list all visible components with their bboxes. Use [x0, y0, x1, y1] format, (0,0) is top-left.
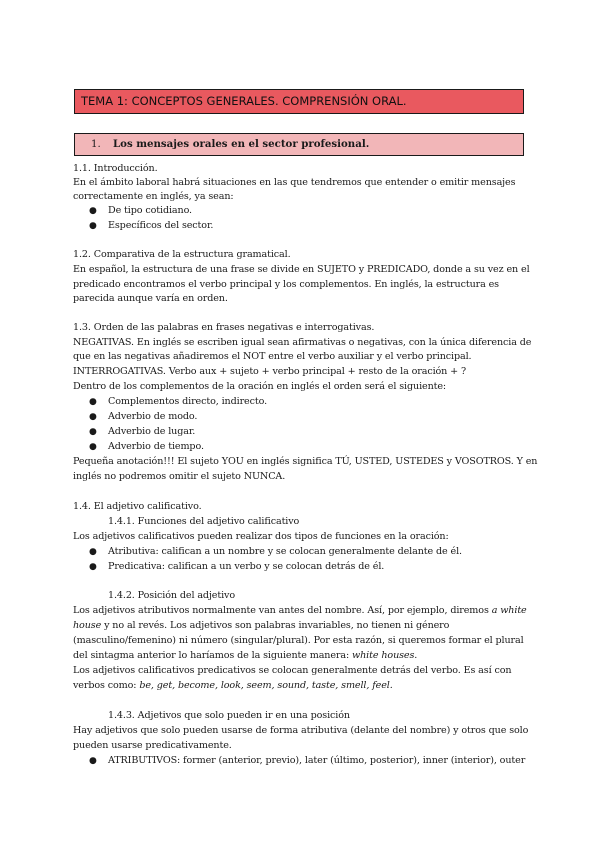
sub-subsection-heading: 1.4.1. Funciones del adjetivo calificativo — [108, 516, 300, 527]
page-title: TEMA 1: CONCEPTOS GENERALES. COMPRENSIÓN ORAL. — [74, 89, 524, 114]
section-label: Los mensajes orales en el sector profesional. — [113, 138, 370, 150]
paragraph-line: Los adjetivos calificativos pueden realizar dos tipos de funciones en la oración: — [73, 531, 449, 542]
list-item: Predicativa: califican a un verbo y se colocan detrás de él. — [108, 561, 385, 572]
paragraph-line: Pequeña anotación!!! El sujeto YOU en inglés significa TÚ, USTED, USTEDES y VOSOTROS. Y en — [73, 456, 538, 467]
bullet-icon: ● — [89, 412, 97, 422]
section-heading — [74, 133, 524, 156]
subsection-heading: 1.3. Orden de las palabras en frases negativas e interrogativas. — [73, 322, 375, 333]
list-item: Adverbio de lugar. — [108, 426, 196, 437]
list-item: De tipo cotidiano. — [108, 205, 192, 216]
paragraph-line: correctamente en inglés, ya sean: — [73, 191, 234, 202]
list-item: Complementos directo, indirecto. — [108, 396, 268, 407]
paragraph-line: inglés no podremos omitir el sujeto NUNCA. — [73, 471, 286, 482]
bullet-icon: ● — [89, 206, 97, 216]
subsection-heading: 1.1. Introducción. — [73, 163, 158, 174]
sub-subsection-heading: 1.4.3. Adjetivos que solo pueden ir en una posición — [108, 710, 350, 721]
paragraph-line: Los adjetivos atributivos normalmente van antes del nombre. Así, por ejemplo, diremos a white — [73, 605, 527, 616]
paragraph-line: (masculino/femenino) ni número (singular/plural). Por esta razón, si queremos formar el plural — [73, 635, 524, 646]
subsection-heading: 1.4. El adjetivo calificativo. — [73, 501, 202, 512]
bullet-icon: ● — [89, 756, 97, 766]
paragraph-line: del sintagma anterior lo haríamos de la siguiente manera: white houses. — [73, 650, 418, 661]
bullet-icon: ● — [89, 562, 97, 572]
list-item: Específicos del sector. — [108, 220, 214, 231]
bullet-icon: ● — [89, 221, 97, 231]
list-item: Atributiva: califican a un nombre y se colocan generalmente delante de él. — [108, 546, 462, 557]
paragraph-line: Dentro de los complementos de la oración en inglés el orden será el siguiente: — [73, 381, 447, 392]
paragraph-line: INTERROGATIVAS. Verbo aux + sujeto + verbo principal + resto de la oración + ? — [73, 366, 467, 377]
paragraph-line: house y no al revés. Los adjetivos son palabras invariables, no tienen ni género — [73, 620, 450, 631]
bullet-icon: ● — [89, 427, 97, 437]
paragraph-line: En español, la estructura de una frase se divide en SUJETO y PREDICADO, donde a su vez en el — [73, 264, 530, 275]
bullet-icon: ● — [89, 442, 97, 452]
paragraph-line: NEGATIVAS. En inglés se escriben igual sean afirmativas o negativas, con la única diferencia de — [73, 337, 532, 348]
sub-subsection-heading: 1.4.2. Posición del adjetivo — [108, 590, 235, 601]
paragraph-line: verbos como: be, get, become, look, seem, sound, taste, smell, feel. — [73, 680, 393, 691]
list-item: Adverbio de tiempo. — [108, 441, 204, 452]
paragraph-line: predicado encontramos el verbo principal y los complementos. En inglés, la estructura es — [73, 279, 499, 290]
paragraph-line: En el ámbito laboral habrá situaciones en las que tendremos que entender o emitir mensajes — [73, 177, 516, 188]
bullet-icon: ● — [89, 397, 97, 407]
list-item: ATRIBUTIVOS: former (anterior, previo), later (último, posterior), inner (interior), outer — [108, 755, 526, 766]
paragraph-line: que en las negativas añadiremos el NOT entre el verbo auxiliar y el verbo principal. — [73, 351, 472, 362]
paragraph-line: Hay adjetivos que solo pueden usarse de forma atributiva (delante del nombre) y otros que solo — [73, 725, 529, 736]
paragraph-line: Los adjetivos calificativos predicativos se colocan generalmente detrás del verbo. Es así con — [73, 665, 512, 676]
subsection-heading: 1.2. Comparativa de la estructura gramatical. — [73, 249, 291, 260]
paragraph-line: pueden usarse predicativamente. — [73, 740, 232, 751]
list-item: Adverbio de modo. — [108, 411, 198, 422]
section-number: 1. — [91, 139, 101, 150]
paragraph-line: parecida aunque varía en orden. — [73, 293, 228, 304]
bullet-icon: ● — [89, 547, 97, 557]
